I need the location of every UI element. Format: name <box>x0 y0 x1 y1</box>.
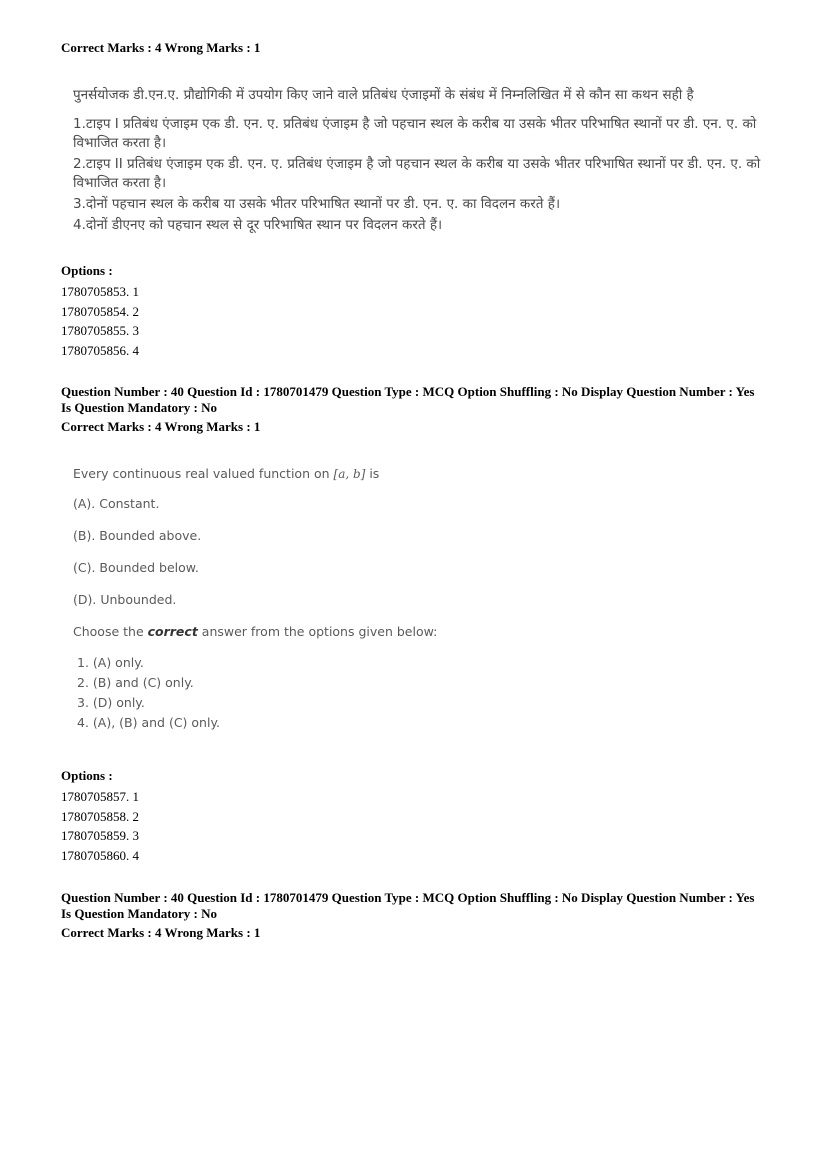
statement-text-cont: को विभाजित करता है। <box>73 116 757 151</box>
interval-math: [a, b] <box>333 467 366 481</box>
statement-item <box>73 195 763 214</box>
option-item: 1780705858. 2 <box>61 808 139 824</box>
statement-text: दोनों पहचान स्थल के करीब या उसके भीतर परिभाषित स्थानों पर डी. एन. ए. का विदलन करते हैं। <box>85 196 561 212</box>
option-item: 1780705860. 4 <box>61 847 139 863</box>
question-image-hindi <box>73 86 763 235</box>
correct-marks-line: Correct Marks : 4 Wrong Marks : 1 <box>61 925 261 940</box>
statement-list <box>73 115 763 235</box>
statement-text: दोनों डीएनए को पहचान स्थल से दूर परिभाषित स्थान पर विदलन करते हैं। <box>85 217 443 233</box>
statement-b: (B). Bounded above. <box>73 528 202 543</box>
answer-item: 1. (A) only. <box>77 655 144 670</box>
stem-text-end: is <box>365 466 380 481</box>
statement-number: 4. <box>73 217 86 233</box>
question-meta <box>61 384 754 435</box>
question-image-english <box>73 466 493 733</box>
question-stem <box>73 466 493 481</box>
correct-marks-line: Correct Marks : 4 Wrong Marks : 1 <box>61 419 261 434</box>
statement-d: (D). Unbounded. <box>73 592 177 607</box>
question-stem: पुनर्सयोजक डी.एन.ए. प्रौद्योगिकी में उपयोग किए जाने वाले प्रतिबंध एंजाइमों के संबंध में निम्नलिखित में से कौन सा कथन सही है <box>73 87 694 103</box>
options-block <box>61 768 139 865</box>
statement-item <box>73 155 763 193</box>
options-label: Options : <box>61 263 113 278</box>
option-item: 1780705853. 1 <box>61 284 139 299</box>
answer-item: 2. (B) and (C) only. <box>77 675 194 690</box>
choose-emphasis: correct <box>147 624 198 639</box>
statement-text: टाइप I प्रतिबंध एंजाइम एक डी. एन. ए. प्रतिबंध एंजाइम है जो पहचान स्थल के करीब या उसके भीतर परिभाषित स्थानों पर डी. एन. ए. <box>85 116 739 132</box>
statement-c: (C). Bounded below. <box>73 560 199 575</box>
choose-instruction <box>73 624 493 639</box>
question-meta <box>61 890 754 941</box>
statement-item <box>73 115 763 153</box>
choose-text-end: answer from the options given below: <box>197 624 438 639</box>
statement-item <box>73 216 763 235</box>
statement-text: टाइप II प्रतिबंध एंजाइम एक डी. एन. ए. प्रतिबंध एंजाइम है जो पहचान स्थल के करीब या उसके भीतर परिभाषित स्थानों पर डी. एन. ए. <box>85 156 743 172</box>
statement-number: 2. <box>73 156 86 172</box>
option-item: 1780705854. 2 <box>61 303 139 319</box>
options-label: Options : <box>61 768 113 783</box>
question-info-line: Question Number : 40 Question Id : 1780701479 Question Type : MCQ Option Shuffling : No Display Question Number : Yes <box>61 384 755 399</box>
option-item: 1780705857. 1 <box>61 789 139 804</box>
option-item: 1780705859. 3 <box>61 828 139 843</box>
statement-text-cont: को विभाजित करता है। <box>73 156 761 191</box>
correct-marks-line: Correct Marks : 4 Wrong Marks : 1 <box>61 40 261 55</box>
mandatory-line: Is Question Mandatory : No <box>61 906 218 921</box>
answer-item: 3. (D) only. <box>77 695 145 710</box>
answer-item: 4. (A), (B) and (C) only. <box>77 715 221 730</box>
statement-number: 3. <box>73 196 86 212</box>
options-block <box>61 263 139 360</box>
option-item: 1780705855. 3 <box>61 323 139 338</box>
question-info-line: Question Number : 40 Question Id : 1780701479 Question Type : MCQ Option Shuffling : No Display Question Number : Yes <box>61 890 755 905</box>
statement-number: 1. <box>73 116 86 132</box>
option-item: 1780705856. 4 <box>61 342 139 358</box>
mandatory-line: Is Question Mandatory : No <box>61 400 218 415</box>
choose-text: Choose the <box>73 624 148 639</box>
statement-a: (A). Constant. <box>73 496 160 511</box>
stem-text: Every continuous real valued function on <box>73 466 334 481</box>
